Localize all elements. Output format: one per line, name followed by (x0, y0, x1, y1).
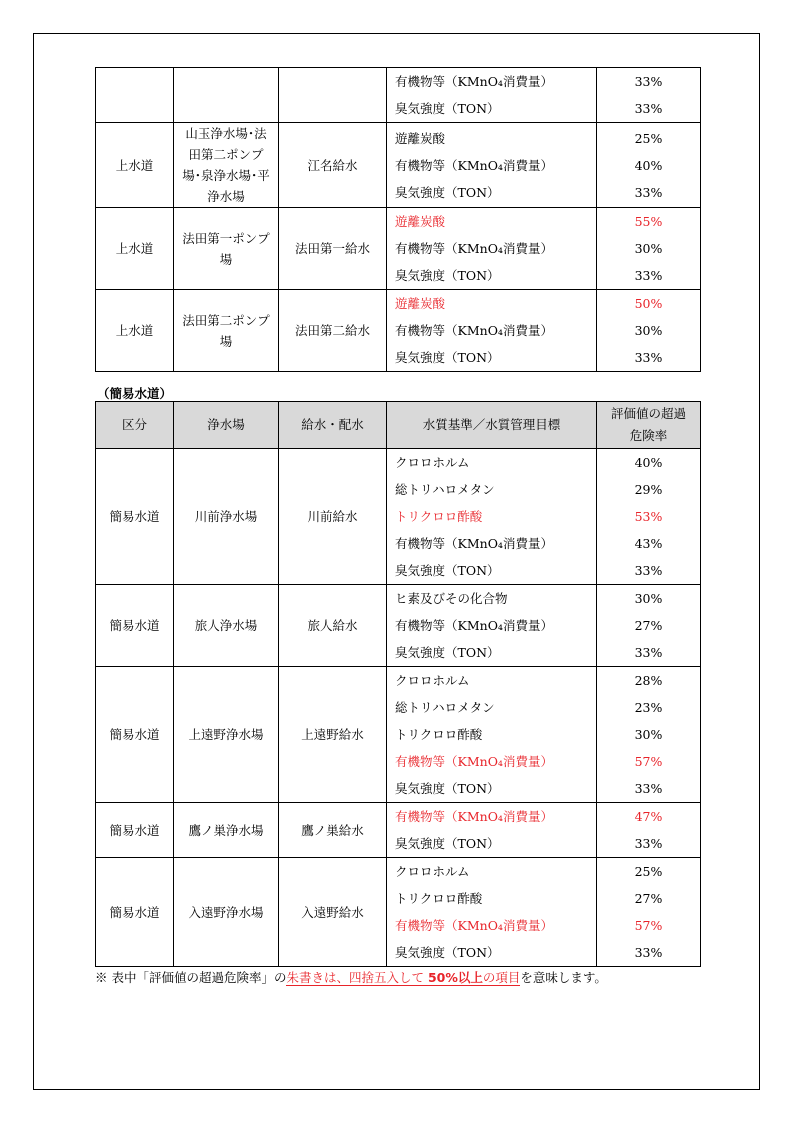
rate-value: 30% (634, 241, 663, 256)
header-rate (597, 402, 701, 449)
standard-item: 遊離炭酸 (395, 296, 446, 311)
plant-cell: 川前浄水場 (174, 449, 279, 585)
category-cell: 上水道 (96, 290, 174, 372)
standard-item: 有機物等（KMnO₄消費量） (395, 809, 553, 824)
category-cell (96, 68, 174, 123)
standard-item: 有機物等（KMnO₄消費量） (395, 618, 553, 633)
simple-water-supply-table (95, 401, 701, 967)
rate-value: 43% (634, 536, 663, 551)
rate-values-cell (597, 667, 701, 803)
rate-value: 33% (634, 645, 663, 660)
supply-cell: 上遠野給水 (279, 667, 387, 803)
category-cell: 簡易水道 (96, 803, 174, 858)
standard-item: 臭気強度（TON） (395, 836, 500, 851)
standard-item: 臭気強度（TON） (395, 645, 500, 660)
supply-cell: 入遠野給水 (279, 858, 387, 967)
footnote-prefix: ※ 表中「評価値の超過危険率」の (95, 970, 287, 985)
rate-value: 57% (634, 754, 663, 769)
table-row (96, 290, 701, 372)
rate-value: 53% (634, 509, 663, 524)
standard-item: 有機物等（KMnO₄消費量） (395, 74, 553, 89)
rate-value: 27% (634, 891, 663, 906)
standard-items-cell (387, 858, 597, 967)
rate-values-cell (597, 585, 701, 667)
header-category: 区分 (96, 402, 174, 449)
table-row (96, 585, 701, 667)
rate-value: 55% (634, 214, 663, 229)
standard-item: クロロホルム (395, 673, 470, 688)
rate-value: 23% (634, 700, 663, 715)
category-cell: 簡易水道 (96, 585, 174, 667)
category-cell: 簡易水道 (96, 858, 174, 967)
standard-items-cell (387, 803, 597, 858)
rate-value: 30% (634, 323, 663, 338)
plant-cell: 旅人浄水場 (174, 585, 279, 667)
standard-item: 総トリハロメタン (395, 700, 495, 715)
standard-item: クロロホルム (395, 455, 470, 470)
plant-cell (174, 68, 279, 123)
standard-item: 臭気強度（TON） (395, 563, 500, 578)
rate-value: 29% (634, 482, 663, 497)
standard-item: 有機物等（KMnO₄消費量） (395, 918, 553, 933)
standard-item: トリクロロ酢酸 (395, 891, 483, 906)
rate-value: 25% (634, 130, 663, 146)
standard-item: 臭気強度（TON） (395, 101, 500, 116)
supply-cell: 法田第一給水 (279, 208, 387, 290)
footnote-highlight (286, 970, 520, 986)
supply-cell: 旅人給水 (279, 585, 387, 667)
rate-value: 33% (634, 781, 663, 796)
supply-cell: 法田第二給水 (279, 290, 387, 372)
standard-item: 有機物等（KMnO₄消費量） (395, 536, 553, 551)
rate-values-cell (597, 290, 701, 372)
standard-item: 有機物等（KMnO₄消費量） (395, 241, 553, 256)
water-supply-table (95, 67, 701, 372)
rate-values-cell (597, 858, 701, 967)
standard-item: 臭気強度（TON） (395, 945, 500, 960)
header-supply: 給水・配水 (279, 402, 387, 449)
section-title: （簡易水道） (97, 386, 173, 401)
standard-item: ヒ素及びその化合物 (395, 591, 508, 606)
standard-item: 有機物等（KMnO₄消費量） (395, 754, 553, 769)
rate-value: 33% (634, 101, 663, 116)
footnote-highlight-b: の項目 (482, 970, 521, 985)
standard-item: クロロホルム (395, 864, 470, 879)
rate-value: 33% (634, 836, 663, 851)
standard-item: 総トリハロメタン (395, 482, 495, 497)
rate-value: 33% (634, 563, 663, 578)
rate-value: 40% (634, 455, 663, 470)
standard-item: 有機物等（KMnO₄消費量） (395, 323, 553, 338)
rate-values-cell (597, 449, 701, 585)
supply-cell: 江名給水 (279, 123, 387, 208)
plant-cell: 入遠野浄水場 (174, 858, 279, 967)
plant-cell: 上遠野浄水場 (174, 667, 279, 803)
category-cell: 簡易水道 (96, 449, 174, 585)
rate-value: 33% (634, 268, 663, 283)
rate-value: 50% (634, 296, 663, 311)
rate-value: 33% (634, 350, 663, 365)
rate-value: 40% (634, 157, 663, 173)
supply-cell: 川前給水 (279, 449, 387, 585)
rate-value: 28% (634, 673, 663, 688)
plant-cell: 鷹ノ巣浄水場 (174, 803, 279, 858)
rate-value: 47% (634, 809, 663, 824)
footnote-highlight-bold: 50%以上 (427, 970, 483, 985)
standard-item: 臭気強度（TON） (395, 184, 500, 200)
plant-cell: 山玉浄水場･法田第二ポンプ場･泉浄水場･平浄水場 (174, 123, 279, 208)
standard-items-cell (387, 208, 597, 290)
header-standard: 水質基準／水質管理目標 (387, 402, 597, 449)
standard-items-cell (387, 667, 597, 803)
standard-item: 遊離炭酸 (395, 214, 446, 229)
standard-items-cell (387, 123, 597, 208)
standard-items-cell (387, 585, 597, 667)
footnote (95, 968, 607, 986)
footnote-highlight-a: 朱書きは、四捨五入して (286, 970, 428, 985)
table-row (96, 449, 701, 585)
rate-values-cell (597, 208, 701, 290)
water-supply-table-body (96, 68, 701, 372)
standard-item: 有機物等（KMnO₄消費量） (395, 157, 553, 173)
rate-value: 30% (634, 591, 663, 606)
footnote-suffix: を意味します。 (520, 970, 607, 985)
table-row (96, 123, 701, 208)
standard-item: トリクロロ酢酸 (395, 509, 483, 524)
standard-items-cell (387, 68, 597, 123)
rate-value: 33% (634, 945, 663, 960)
standard-item: 遊離炭酸 (395, 130, 446, 146)
rate-values-cell (597, 803, 701, 858)
standard-item: 臭気強度（TON） (395, 781, 500, 796)
rate-value: 30% (634, 727, 663, 742)
table-header-row (96, 402, 701, 449)
table-row (96, 667, 701, 803)
simple-water-supply-table-body (96, 449, 701, 967)
category-cell: 上水道 (96, 123, 174, 208)
standard-item: トリクロロ酢酸 (395, 727, 483, 742)
rate-values-cell (597, 123, 701, 208)
standard-item: 臭気強度（TON） (395, 268, 500, 283)
rate-value: 27% (634, 618, 663, 633)
rate-value: 33% (634, 74, 663, 89)
category-cell: 簡易水道 (96, 667, 174, 803)
category-cell: 上水道 (96, 208, 174, 290)
header-rate-label: 評価値の超過危険率 (610, 406, 686, 443)
standard-items-cell (387, 290, 597, 372)
standard-items-cell (387, 449, 597, 585)
table-row (96, 208, 701, 290)
rate-value: 33% (634, 184, 663, 200)
table-row (96, 68, 701, 123)
supply-cell: 鷹ノ巣給水 (279, 803, 387, 858)
rate-values-cell (597, 68, 701, 123)
table-row (96, 858, 701, 967)
standard-item: 臭気強度（TON） (395, 350, 500, 365)
table-row (96, 803, 701, 858)
rate-value: 25% (634, 864, 663, 879)
plant-cell: 法田第一ポンプ場 (174, 208, 279, 290)
supply-cell (279, 68, 387, 123)
rate-value: 57% (634, 918, 663, 933)
header-plant: 浄水場 (174, 402, 279, 449)
plant-cell: 法田第二ポンプ場 (174, 290, 279, 372)
